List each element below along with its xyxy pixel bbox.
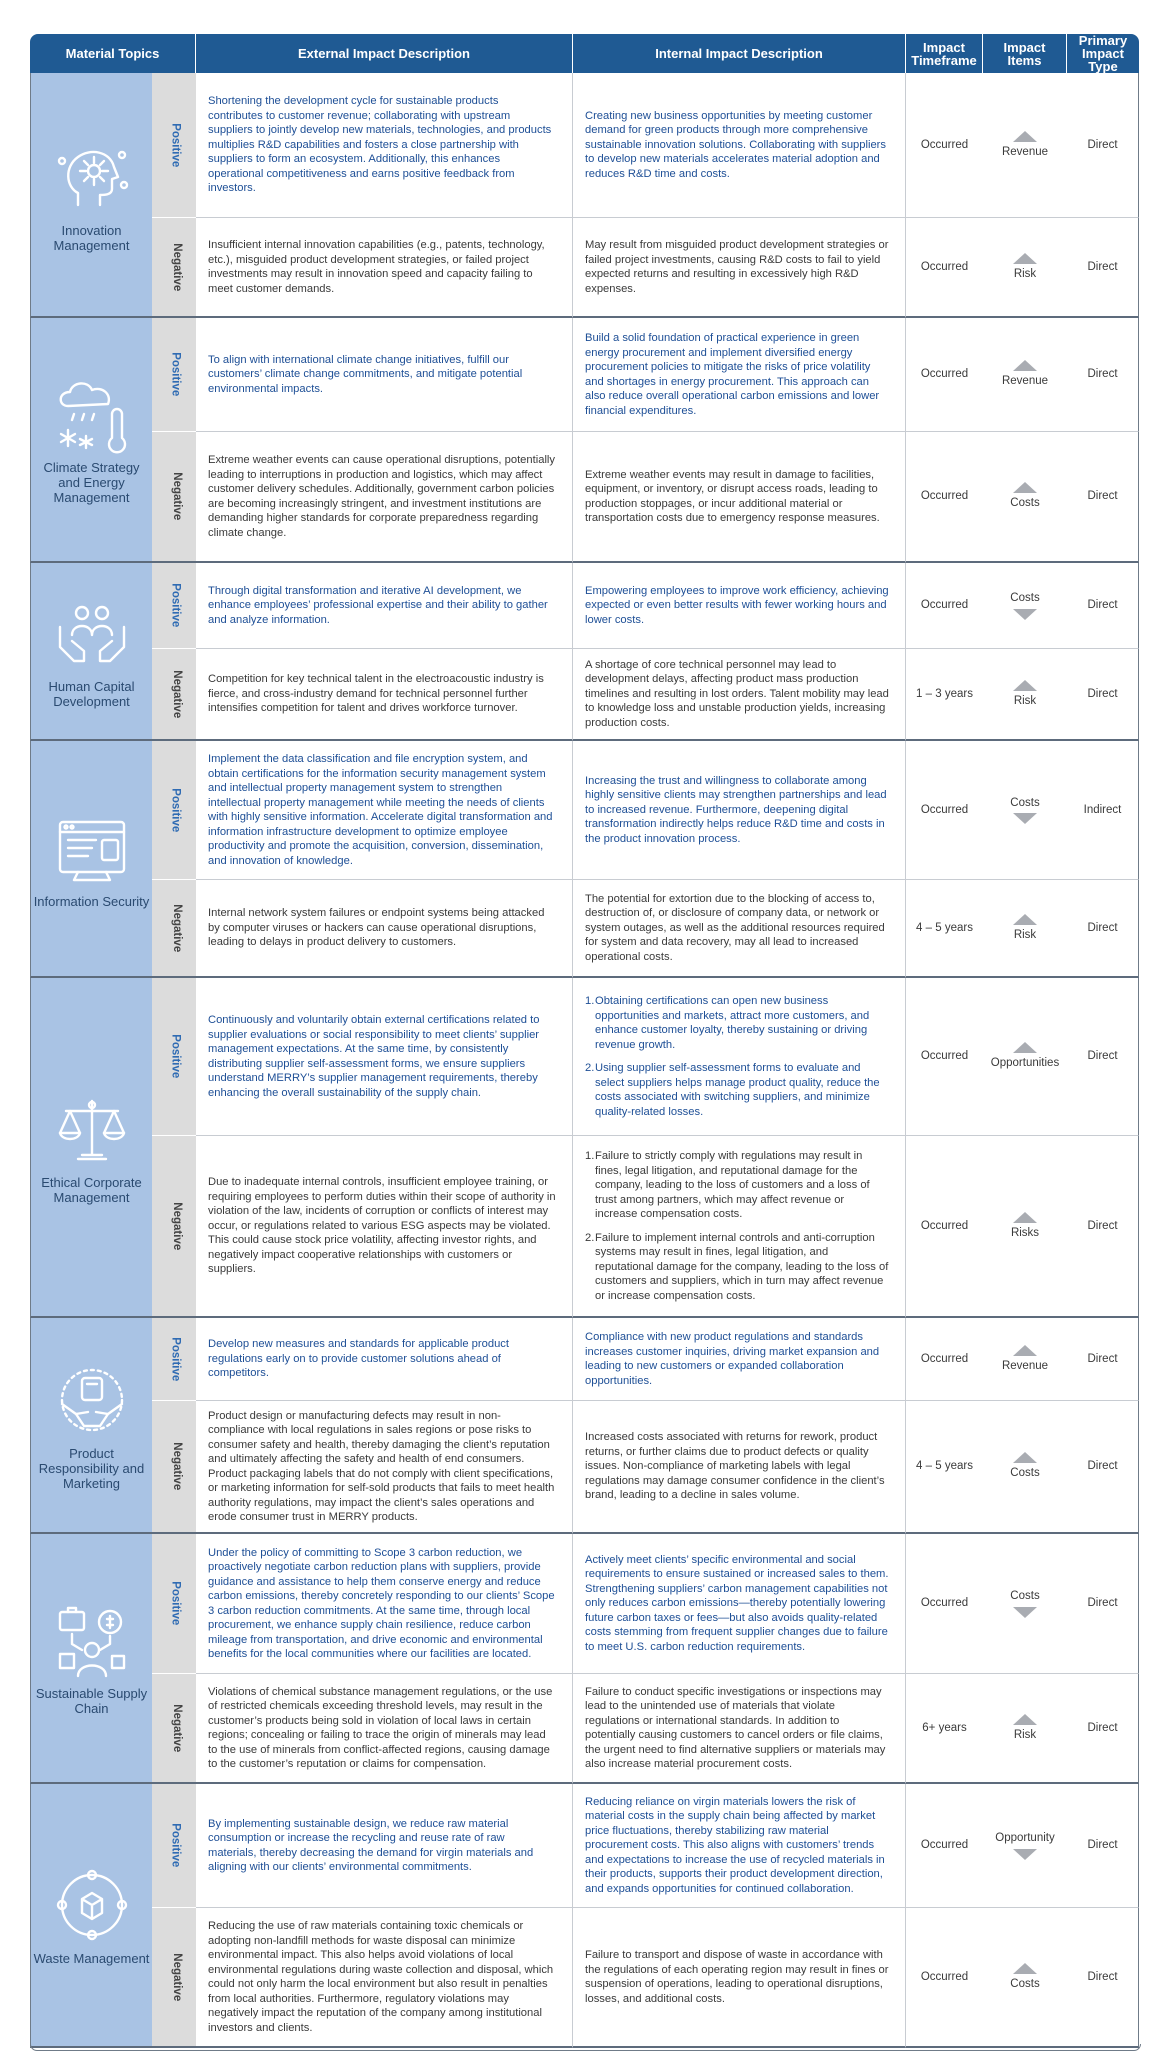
arrow-up-icon	[1013, 1452, 1037, 1463]
people-hands-icon	[52, 593, 132, 673]
topic-cell	[30, 318, 152, 563]
impact-item: Risk	[983, 880, 1067, 978]
header-material-topics: Material Topics	[30, 34, 196, 73]
primary-impact-type: Direct	[1067, 1784, 1139, 1908]
external-impact: Through digital transformation and iterative AI development, we enhance employees’ professional expertise and their ability to gather and analyze information.	[196, 563, 573, 649]
external-impact: Shortening the development cycle for sustainable products contributes to customer revenue; collaborating with upstream suppliers to jointly develop new materials, technologies, and products multiplies R&D capabilities and fosters a close partnership with suppliers to form an ecosystem. Additionally, this enhances operational competitiveness and earns positive feedback from investors.	[196, 73, 573, 218]
impact-timeframe: Occurred	[906, 741, 983, 880]
table-row	[30, 432, 1139, 563]
impact-timeframe: Occurred	[906, 218, 983, 318]
external-impact: Insufficient internal innovation capabilities (e.g., patents, technology, etc.), misguided product development strategies, or failed project investments may result in innovation speed and capacity failing to meet customer demands.	[196, 218, 573, 318]
topic-name: Product Responsibility and Marketing	[38, 1445, 145, 1491]
table-row	[30, 1401, 1139, 1534]
topic-cell	[30, 1784, 152, 2048]
internal-impact	[573, 1136, 906, 1318]
table-bottom-frame	[30, 2044, 1141, 2051]
negative-label: Negative	[152, 1136, 196, 1318]
impact-item: Opportunity	[983, 1784, 1067, 1908]
list-item: 2. Using supplier self-assessment forms to evaluate and select suppliers helps manage product quality, reduce the costs associated with switching suppliers, and minimize quality-related losses.	[585, 1062, 880, 1118]
impact-item: Risk	[983, 1674, 1067, 1784]
topic-name: Innovation Management	[53, 222, 130, 253]
table-row	[30, 1908, 1139, 2048]
impact-item: Costs	[983, 563, 1067, 649]
header-items: Impact Items	[983, 34, 1067, 73]
primary-impact-type: Direct	[1067, 1136, 1139, 1318]
impact-item: Risks	[983, 1136, 1067, 1318]
impact-item: Risk	[983, 218, 1067, 318]
primary-impact-type: Direct	[1067, 978, 1139, 1136]
internal-impact: Compliance with new product regulations and standards increases customer inquiries, driving market expansion and leading to new customers or expanded collaboration opportunities.	[573, 1318, 906, 1401]
external-impact: Competition for key technical talent in the electroacoustic industry is fierce, and cross-industry demand for technical personnel further intensifies competition for talent and drives workforce turnover.	[196, 649, 573, 741]
impact-timeframe: Occurred	[906, 318, 983, 432]
topic-name: Information Security	[33, 894, 150, 909]
impact-timeframe: Occurred	[906, 1136, 983, 1318]
table-header	[30, 34, 1139, 73]
external-impact: Develop new measures and standards for applicable product regulations early on to provide customer solutions ahead of competitors.	[196, 1318, 573, 1401]
impact-timeframe: Occurred	[906, 1318, 983, 1401]
supply-chain-icon	[52, 1600, 132, 1680]
positive-label: Positive	[152, 73, 196, 218]
internal-impact: Reducing reliance on virgin materials lowers the risk of material costs in the supply chain being affected by market price fluctuations, thereby stabilizing raw material procurement costs. This also aligns with customers’ trends and expectations to increase the use of recycled materials in their products, supports their product development direction, and expands opportunities for continued collaboration.	[573, 1784, 906, 1908]
arrow-up-icon	[1013, 1345, 1037, 1356]
list-item: 1. Obtaining certifications can open new business opportunities and markets, attract more customers, and enhance customer loyalty, thereby sustaining or driving revenue growth.	[585, 995, 870, 1051]
primary-impact-type: Direct	[1067, 1674, 1139, 1784]
header-type: Primary Impact Type	[1067, 34, 1139, 73]
arrow-down-icon	[1013, 1849, 1037, 1860]
primary-impact-type: Direct	[1067, 1534, 1139, 1674]
table-row	[30, 741, 1139, 880]
topic-name: Human Capital Development	[48, 679, 135, 709]
table-row	[30, 1318, 1139, 1401]
topic-cell	[30, 741, 152, 978]
positive-label: Positive	[152, 1534, 196, 1674]
internal-impact: Increased costs associated with returns for rework, product returns, or further claims due to product defects or quality issues. Non-compliance of marketing labels with legal regulations may damage consumer confidence in the client’s brand, leading to a decline in sales volume.	[573, 1401, 906, 1534]
arrow-up-icon	[1013, 131, 1037, 142]
table-row	[30, 978, 1139, 1136]
impact-timeframe: Occurred	[906, 978, 983, 1136]
negative-label: Negative	[152, 432, 196, 563]
topic-name: Waste Management	[33, 1950, 150, 1966]
external-impact: Due to inadequate internal controls, insufficient employee training, or requiring employees to perform duties within their scope of authority in violation of the law, incidents of corruption or conflicts of interest may occur, or regulations related to various ESG aspects may be violated. This could cause stock price volatility, affecting investor rights, and negatively impact cooperative relationships with customers or suppliers.	[196, 1136, 573, 1318]
table-row	[30, 218, 1139, 318]
impact-timeframe: Occurred	[906, 432, 983, 563]
impact-timeframe: Occurred	[906, 1908, 983, 2048]
positive-label: Positive	[152, 741, 196, 880]
material-topics-sheet	[30, 34, 1139, 2048]
impact-item: Opportunities	[983, 978, 1067, 1136]
impact-item: Costs	[983, 1401, 1067, 1534]
impact-timeframe: Occurred	[906, 73, 983, 218]
primary-impact-type: Direct	[1067, 649, 1139, 741]
internal-impact: Build a solid foundation of practical experience in green energy procurement and implement diversified energy procurement policies to mitigate the risks of price volatility and shortages in energy procurement. This approach can also reduce overall operational carbon emissions and lower financial expenditures.	[573, 318, 906, 432]
list-item: 1. Failure to strictly comply with regulations may result in fines, legal litigation, and reputational damage for the company, leading to the loss of customers and a loss of trust among partners, which may affect revenue or increase compensation costs.	[585, 1150, 870, 1220]
arrow-down-icon	[1013, 609, 1037, 620]
internal-impact: Failure to transport and dispose of waste in accordance with the regulations of each operating region may result in fines or suspension of operations, leading to operational disruptions, losses, and additional costs.	[573, 1908, 906, 2048]
external-impact: By implementing sustainable design, we reduce raw material consumption or increase the recycling and reuse rate of raw materials, thereby decreasing the demand for virgin materials and aligning with our clients’ environmental commitments.	[196, 1784, 573, 1908]
positive-label: Positive	[152, 1318, 196, 1401]
list-item: 2. Failure to implement internal controls and anti-corruption systems may result in fines, legal litigation, and reputational damage for the company, leading to the loss of customers and suppliers, which in turn may affect revenue or increase compensation costs.	[585, 1231, 889, 1302]
arrow-down-icon	[1013, 813, 1037, 824]
arrow-up-icon	[1013, 360, 1037, 371]
innovation-head-icon	[52, 137, 132, 217]
header-internal: Internal Impact Description	[573, 34, 906, 73]
internal-impact	[573, 978, 906, 1136]
primary-impact-type: Direct	[1067, 880, 1139, 978]
negative-label: Negative	[152, 1908, 196, 2048]
external-impact: Reducing the use of raw materials containing toxic chemicals or adopting non-landfill methods for waste disposal can minimize environmental impact. This also helps avoid violations of local environmental regulations during waste collection and disposal, which could not only harm the local environment but also result in penalties from local authorities. Furthermore, regulatory violations may negatively impact the reputation of the company among institutional investors and clients.	[196, 1908, 573, 2048]
table-row	[30, 880, 1139, 978]
impact-item: Revenue	[983, 73, 1067, 218]
climate-cloud-icon	[52, 374, 132, 454]
primary-impact-type: Direct	[1067, 1318, 1139, 1401]
arrow-up-icon	[1013, 1963, 1037, 1974]
waste-cycle-icon	[52, 1865, 132, 1945]
positive-label: Positive	[152, 318, 196, 432]
negative-label: Negative	[152, 1674, 196, 1784]
arrow-down-icon	[1013, 1607, 1037, 1618]
material-topics-table	[30, 34, 1139, 2048]
primary-impact-type: Direct	[1067, 1401, 1139, 1534]
arrow-up-icon	[1013, 1212, 1037, 1223]
impact-item: Costs	[983, 1908, 1067, 2048]
table-row	[30, 1534, 1139, 1674]
external-impact: Extreme weather events can cause operational disruptions, potentially leading to interruptions in production and logistics, which may affect customer delivery schedules. Additionally, government carbon policies are becoming increasingly stringent, and investment institutions are demanding higher standards for corporate preparedness regarding climate change.	[196, 432, 573, 563]
impact-item: Risk	[983, 649, 1067, 741]
external-impact: Under the policy of committing to Scope 3 carbon reduction, we proactively negotiate carbon reduction plans with suppliers, provide guidance and assistance to help them conserve energy and reduce carbon emissions, thereby concretely responding to our clients’ Scope 3 carbon reduction commitments. At the same time, through local procurement, we enhance supply chain resilience, reduce carbon mileage from transportation, and drive economic and environmental benefits for the local communities where our facilities are located.	[196, 1534, 573, 1674]
topic-name: Climate Strategy and Energy Management	[43, 460, 140, 505]
topic-name: Ethical Corporate Management	[41, 1175, 142, 1205]
external-impact: Continuously and voluntarily obtain external certifications related to supplier evaluations or social responsibility to meet clients’ supplier management expectations. At the same time, by consistently distributing supplier self-assessment forms, we ensure suppliers understand MERRY’s supplier management requirements, thereby enhancing the overall sustainability of the supply chain.	[196, 978, 573, 1136]
table-row	[30, 318, 1139, 432]
table-row	[30, 1784, 1139, 1908]
header-timeframe: Impact Timeframe	[906, 34, 983, 73]
browser-window-icon	[52, 808, 132, 888]
external-impact: To align with international climate change initiatives, fulfill our customers’ climate change commitments, and mitigate potential environmental impacts.	[196, 318, 573, 432]
topic-cell	[30, 1534, 152, 1784]
primary-impact-type: Direct	[1067, 432, 1139, 563]
table-row	[30, 1136, 1139, 1318]
impact-timeframe: Occurred	[906, 1534, 983, 1674]
internal-impact: Empowering employees to improve work efficiency, achieving expected or even better results with fewer working hours and lower costs.	[573, 563, 906, 649]
primary-impact-type: Direct	[1067, 563, 1139, 649]
internal-impact: Actively meet clients’ specific environmental and social requirements to ensure sustained or increased sales to them. Strengthening suppliers’ carbon management capabilities not only reduces carbon emissions—thereby potentially lowering future carbon taxes or fees—but also avoids quality-related costs stemming from frequent supplier changes due to failure to meet U.S. carbon reduction requirements.	[573, 1534, 906, 1674]
table-row	[30, 73, 1139, 218]
hands-product-icon	[52, 1360, 132, 1440]
topic-name: Sustainable Supply Chain	[35, 1686, 148, 1716]
negative-label: Negative	[152, 649, 196, 741]
arrow-up-icon	[1013, 1042, 1037, 1053]
positive-label: Positive	[152, 1784, 196, 1908]
arrow-up-icon	[1013, 1714, 1037, 1725]
primary-impact-type: Direct	[1067, 218, 1139, 318]
internal-impact: The potential for extortion due to the blocking of access to, destruction of, or disclosure of company data, or network or system outages, as well as the additional resources required for system and data recovery, may all lead to increased operational costs.	[573, 880, 906, 978]
internal-impact: Increasing the trust and willingness to collaborate among highly sensitive clients may strengthen partnerships and lead to increased revenue. Furthermore, deepening digital transformation indirectly helps reduce R&D time and costs in the product innovation process.	[573, 741, 906, 880]
negative-label: Negative	[152, 1401, 196, 1534]
external-impact: Product design or manufacturing defects may result in non-compliance with local regulations in sales regions or pose risks to consumer safety and health, thereby damaging the client’s reputation and ultimately affecting the safety and health of end consumers. Product packaging labels that do not comply with client specifications, or marketing information for self-sold products that fails to meet health authority regulations, may impact the client’s sales operations and erode consumer trust in MERRY products.	[196, 1401, 573, 1534]
impact-item: Revenue	[983, 318, 1067, 432]
impact-timeframe: 4 – 5 years	[906, 880, 983, 978]
table-body	[30, 73, 1139, 2048]
impact-timeframe: 1 – 3 years	[906, 649, 983, 741]
table-row	[30, 649, 1139, 741]
arrow-up-icon	[1013, 253, 1037, 264]
impact-timeframe: Occurred	[906, 1784, 983, 1908]
negative-label: Negative	[152, 880, 196, 978]
impact-item: Costs	[983, 432, 1067, 563]
impact-timeframe: 4 – 5 years	[906, 1401, 983, 1534]
topic-cell	[30, 978, 152, 1318]
balance-scale-icon	[52, 1089, 132, 1169]
external-impact: Internal network system failures or endpoint systems being attacked by computer viruses or hackers can cause operational disruptions, leading to delays in product delivery to customers.	[196, 880, 573, 978]
table-row	[30, 563, 1139, 649]
impact-timeframe: Occurred	[906, 563, 983, 649]
table-row	[30, 1674, 1139, 1784]
internal-impact: Extreme weather events may result in damage to facilities, equipment, or inventory, or disrupt access roads, leading to production stoppages, or incur additional material or transportation costs due to emergency response measures.	[573, 432, 906, 563]
impact-item: Costs	[983, 741, 1067, 880]
primary-impact-type: Indirect	[1067, 741, 1139, 880]
arrow-up-icon	[1013, 482, 1037, 493]
impact-item: Revenue	[983, 1318, 1067, 1401]
external-impact: Implement the data classification and file encryption system, and obtain certifications for the information security management system and intellectual property management system to strengthen intellectual property management while meeting the needs of clients with highly sensitive information. Accelerate digital transformation and information infrastructure development to optimize employee productivity and promote the acquisition, conversion, dissemination, and innovation of knowledge.	[196, 741, 573, 880]
impact-timeframe: 6+ years	[906, 1674, 983, 1784]
header-external: External Impact Description	[196, 34, 573, 73]
internal-impact: Failure to conduct specific investigations or inspections may lead to the unintended use of materials that violate regulations or international standards. In addition to potentially causing customers to cancel orders or file claims, the urgent need to find alternative suppliers or materials may also increase material procurement costs.	[573, 1674, 906, 1784]
internal-impact: Creating new business opportunities by meeting customer demand for green products through more comprehensive sustainable innovation solutions. Collaborating with suppliers to develop new materials accelerates material adoption and reduces R&D time and costs.	[573, 73, 906, 218]
external-impact: Violations of chemical substance management regulations, or the use of restricted chemicals exceeding threshold levels, may result in the customer’s products being sold in violation of local laws in certain regions; concealing or failing to trace the origin of minerals may lead to the use of minerals from conflict-affected regions, causing damage to the customer’s reputation or claims for compensation.	[196, 1674, 573, 1784]
topic-cell	[30, 1318, 152, 1534]
positive-label: Positive	[152, 563, 196, 649]
primary-impact-type: Direct	[1067, 318, 1139, 432]
primary-impact-type: Direct	[1067, 1908, 1139, 2048]
primary-impact-type: Direct	[1067, 73, 1139, 218]
positive-label: Positive	[152, 978, 196, 1136]
internal-impact: A shortage of core technical personnel may lead to development delays, affecting product mass production timelines and resulting in lost orders. Talent mobility may lead to knowledge loss and unstable production yields, increasing production costs.	[573, 649, 906, 741]
negative-label: Negative	[152, 218, 196, 318]
topic-cell	[30, 73, 152, 318]
impact-item: Costs	[983, 1534, 1067, 1674]
internal-impact: May result from misguided product development strategies or failed project investments, causing R&D costs to fail to yield expected returns and resulting in excessively high R&D expenses.	[573, 218, 906, 318]
topic-cell	[30, 563, 152, 741]
arrow-up-icon	[1013, 914, 1037, 925]
arrow-up-icon	[1013, 680, 1037, 691]
